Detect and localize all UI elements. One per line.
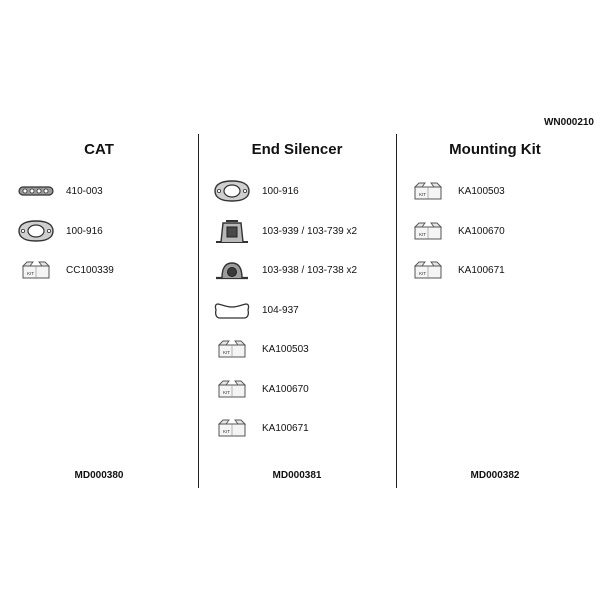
flange-gasket-icon bbox=[212, 177, 252, 205]
part-code: CC100339 bbox=[66, 264, 114, 276]
column-title-mounting-kit: Mounting Kit bbox=[449, 141, 541, 158]
kit-box-icon bbox=[408, 256, 448, 284]
column-divider bbox=[396, 134, 397, 488]
kit-box-icon bbox=[212, 375, 252, 403]
part-code: 103-939 / 103-739 x2 bbox=[262, 225, 358, 237]
svg-text:KIT: KIT bbox=[223, 429, 231, 434]
kit-box-icon bbox=[212, 335, 252, 363]
svg-text:KIT: KIT bbox=[419, 192, 427, 197]
column-divider bbox=[198, 134, 199, 488]
part-row bbox=[408, 216, 505, 246]
column-reference-cat: MD000380 bbox=[74, 470, 124, 481]
rubber-mount-round-icon bbox=[212, 256, 252, 284]
column-title-end-silencer: End Silencer bbox=[251, 141, 343, 158]
rubber-ring-hanger-icon bbox=[212, 296, 252, 324]
rubber-mount-bracket-icon bbox=[212, 217, 252, 245]
part-row bbox=[408, 255, 505, 285]
flange-gasket-icon bbox=[16, 217, 56, 245]
svg-text:KIT: KIT bbox=[419, 232, 427, 237]
kit-box-icon bbox=[16, 256, 56, 284]
part-code: KA100503 bbox=[262, 343, 309, 355]
part-code: 103-938 / 103-738 x2 bbox=[262, 264, 358, 276]
column-reference-mounting-kit: MD000382 bbox=[470, 470, 520, 481]
part-row bbox=[212, 176, 299, 206]
part-code: KA100503 bbox=[458, 185, 505, 197]
part-code: 100-916 bbox=[262, 185, 299, 197]
part-row bbox=[212, 413, 309, 443]
kit-box-icon bbox=[408, 177, 448, 205]
part-code: 410-003 bbox=[66, 185, 103, 197]
part-row bbox=[212, 216, 357, 246]
part-row bbox=[408, 176, 505, 206]
part-row bbox=[212, 295, 299, 325]
kit-box-icon bbox=[212, 414, 252, 442]
svg-text:KIT: KIT bbox=[223, 350, 231, 355]
part-row bbox=[16, 255, 114, 285]
column-title-cat: CAT bbox=[84, 141, 114, 158]
part-row bbox=[16, 216, 103, 246]
kit-box-icon bbox=[408, 217, 448, 245]
part-code: KA100671 bbox=[458, 264, 505, 276]
svg-text:KIT: KIT bbox=[223, 390, 231, 395]
part-code: 104-937 bbox=[262, 304, 299, 316]
perforated-strip-gasket-icon bbox=[16, 177, 56, 205]
part-code: 100-916 bbox=[66, 225, 103, 237]
part-row bbox=[212, 334, 309, 364]
part-code: KA100670 bbox=[458, 225, 505, 237]
svg-text:KIT: KIT bbox=[419, 271, 427, 276]
part-row bbox=[212, 374, 309, 404]
column-reference-end-silencer: MD000381 bbox=[272, 470, 322, 481]
svg-text:KIT: KIT bbox=[27, 271, 35, 276]
diagram-reference: WN000210 bbox=[543, 117, 594, 128]
part-code: KA100671 bbox=[262, 422, 309, 434]
part-code: KA100670 bbox=[262, 383, 309, 395]
part-row bbox=[212, 255, 357, 285]
part-row bbox=[16, 176, 103, 206]
